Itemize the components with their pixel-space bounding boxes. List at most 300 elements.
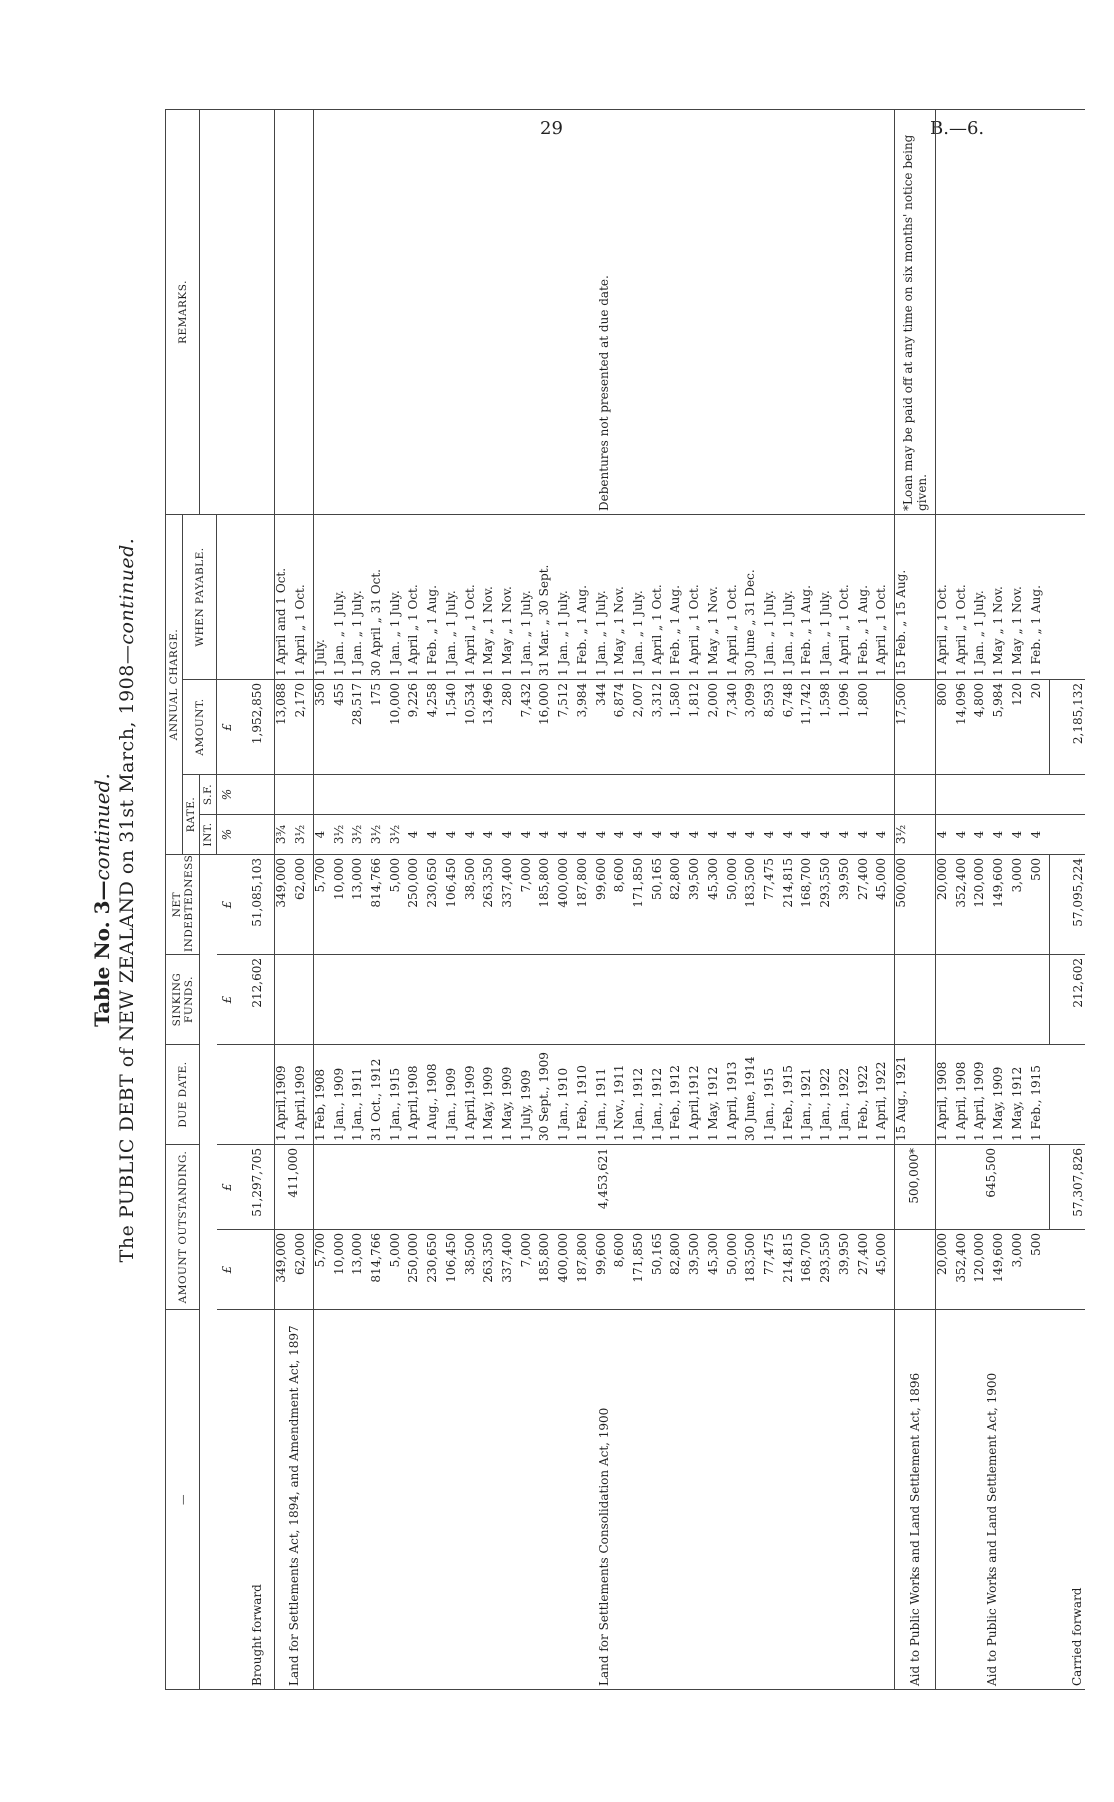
row-net-indebtedness: 7,000	[520, 855, 539, 955]
row-rate-int: 3½	[333, 815, 352, 855]
row-when-payable: 1 April and 1 Oct.	[274, 514, 293, 679]
row-annual-amount: 1,580	[669, 680, 688, 775]
row-amount: 5,700	[313, 1230, 332, 1310]
row-when-payable: 1 April „ 1 Oct.	[464, 514, 483, 679]
row-sinking-funds	[576, 955, 595, 1045]
row-annual-amount: 10,000	[389, 680, 408, 775]
row-amount: 120,000	[973, 1230, 992, 1310]
row-amount: 149,600	[992, 1230, 1011, 1310]
row-rate-int: 4	[992, 815, 1011, 855]
row-rate-int: 4	[426, 815, 445, 855]
row-rate-int: 4	[407, 815, 426, 855]
carried-forward-label: Carried forward	[1049, 1310, 1085, 1690]
row-net-indebtedness: 3,000	[1011, 855, 1030, 955]
row-net-indebtedness: 8,600	[613, 855, 632, 955]
row-rate-int: 3½	[294, 815, 313, 855]
row-due-date: 1 April,1912	[688, 1045, 707, 1145]
row-due-date: 1 April, 1922	[875, 1045, 894, 1145]
row-rate-sf	[464, 775, 483, 815]
row-rate-int: 4	[482, 815, 501, 855]
row-sinking-funds	[857, 955, 876, 1045]
col-when-payable: WHEN PAYABLE.	[183, 514, 217, 679]
public-debt-table	[165, 109, 1085, 1690]
row-rate-int: 4	[464, 815, 483, 855]
row-due-date: 1 July, 1909	[520, 1045, 539, 1145]
row-annual-amount: 6,748	[782, 680, 801, 775]
row-due-date: 1 April,1908	[407, 1045, 426, 1145]
row-due-date: 1 May, 1909	[482, 1045, 501, 1145]
row-sinking-funds	[875, 955, 894, 1045]
table-caption: Table No. 3—continued.	[90, 773, 114, 1027]
row-net-indebtedness: 352,400	[955, 855, 974, 955]
row-rate-int: 4	[1030, 815, 1050, 855]
row-due-date: 1 Feb, 1908	[313, 1045, 332, 1145]
row-annual-amount: 14,096	[955, 680, 974, 775]
row-when-payable: 15 Feb. „ 15 Aug.	[895, 514, 935, 679]
row-when-payable: 31 Mar. „ 30 Sept.	[538, 514, 557, 679]
row-amount: 45,000	[875, 1230, 894, 1310]
row-sinking-funds	[744, 955, 763, 1045]
row-rate-int: 4	[838, 815, 857, 855]
section-subtotal: 500,000*	[895, 1145, 935, 1230]
row-due-date: 1 Jan., 1915	[763, 1045, 782, 1145]
row-rate-sf	[1030, 775, 1050, 815]
units-row: £ £ £ £ % % £	[217, 109, 241, 1689]
row-amount: 352,400	[955, 1230, 974, 1310]
row-due-date: 1 May, 1912	[1011, 1045, 1030, 1145]
table-title: The PUBLIC DEBT of NEW ZEALAND on 31st March, 1908—continued.	[116, 537, 138, 1263]
row-when-payable: 1 April „ 1 Oct.	[651, 514, 670, 679]
section-remarks	[274, 109, 313, 514]
row-sinking-funds	[800, 955, 819, 1045]
row-rate-int: 4	[744, 815, 763, 855]
section-subtotal: 411,000	[274, 1145, 313, 1230]
row-rate-sf	[407, 775, 426, 815]
row-net-indebtedness: 50,000	[726, 855, 745, 955]
row-sinking-funds	[955, 955, 974, 1045]
row-net-indebtedness: 337,400	[501, 855, 520, 955]
carried-forward-row	[1049, 109, 1085, 1689]
row-annual-amount: 2,000	[707, 680, 726, 775]
row-when-payable: 30 June „ 31 Dec.	[744, 514, 763, 679]
row-rate-sf	[973, 775, 992, 815]
row-net-indebtedness: 10,000	[333, 855, 352, 955]
row-rate-int: 4	[313, 815, 332, 855]
row-annual-amount: 13,088	[274, 680, 293, 775]
row-rate-sf	[688, 775, 707, 815]
row-when-payable: 1 Feb. „ 1 Aug.	[857, 514, 876, 679]
row-net-indebtedness: 183,500	[744, 855, 763, 955]
row-rate-sf	[726, 775, 745, 815]
row-due-date: 1 Nov., 1911	[613, 1045, 632, 1145]
row-rate-sf	[351, 775, 370, 815]
row-sinking-funds	[464, 955, 483, 1045]
row-net-indebtedness: 400,000	[557, 855, 576, 955]
row-net-indebtedness: 106,450	[445, 855, 464, 955]
row-due-date: 1 Jan., 1912	[632, 1045, 651, 1145]
row-due-date: 1 Feb., 1922	[857, 1045, 876, 1145]
row-annual-amount: 17,500	[895, 680, 935, 775]
row-rate-sf	[538, 775, 557, 815]
row-rate-sf	[782, 775, 801, 815]
row-due-date: 1 Jan., 1912	[651, 1045, 670, 1145]
row-rate-int: 4	[651, 815, 670, 855]
row-when-payable: 1 May „ 1 Nov.	[992, 514, 1011, 679]
row-amount: 45,300	[707, 1230, 726, 1310]
row-amount: 400,000	[557, 1230, 576, 1310]
row-amount: 106,450	[445, 1230, 464, 1310]
row-due-date: 1 April, 1908	[935, 1045, 954, 1145]
col-rate: RATE.	[183, 775, 200, 855]
row-due-date: 31 Oct., 1912	[370, 1045, 389, 1145]
row-when-payable: 1 Feb. „ 1 Aug.	[800, 514, 819, 679]
row-annual-amount: 2,170	[294, 680, 313, 775]
row-rate-int: 4	[538, 815, 557, 855]
section-description: Land for Settlements Consolidation Act, 1900	[313, 1310, 895, 1690]
row-due-date: 1 Jan., 1915	[389, 1045, 408, 1145]
row-due-date: 1 Jan., 1911	[351, 1045, 370, 1145]
row-when-payable: 1 May „ 1 Nov.	[501, 514, 520, 679]
row-sinking-funds	[407, 955, 426, 1045]
row-annual-amount: 7,512	[557, 680, 576, 775]
row-annual-amount: 16,000	[538, 680, 557, 775]
row-net-indebtedness: 214,815	[782, 855, 801, 955]
row-rate-sf	[294, 775, 313, 815]
brought-forward-label: Brought forward	[241, 1310, 274, 1690]
row-rate-sf	[595, 775, 614, 815]
row-amount: 62,000	[294, 1230, 313, 1310]
col-remarks: REMARKS.	[166, 109, 200, 514]
row-net-indebtedness: 50,165	[651, 855, 670, 955]
row-rate-sf	[935, 775, 954, 815]
row-due-date: 1 Jan., 1910	[557, 1045, 576, 1145]
row-net-indebtedness: 20,000	[935, 855, 954, 955]
row-due-date: 1 Feb., 1910	[576, 1045, 595, 1145]
row-due-date: 1 May, 1909	[992, 1045, 1011, 1145]
row-when-payable: 1 May „ 1 Nov.	[707, 514, 726, 679]
row-when-payable: 1 Feb. „ 1 Aug.	[576, 514, 595, 679]
row-when-payable: 1 Feb. „ 1 Aug.	[1030, 514, 1050, 679]
row-sinking-funds	[819, 955, 838, 1045]
col-sinking-funds: SINKING FUNDS.	[166, 955, 200, 1045]
row-when-payable: 1 April „ 1 Oct.	[688, 514, 707, 679]
row-amount: 5,000	[389, 1230, 408, 1310]
row-rate-sf	[1011, 775, 1030, 815]
row-net-indebtedness: 5,000	[389, 855, 408, 955]
row-when-payable: 1 Jan. „ 1 July.	[351, 514, 370, 679]
row-rate-sf	[857, 775, 876, 815]
row-rate-sf	[613, 775, 632, 815]
row-rate-int: 4	[688, 815, 707, 855]
row-net-indebtedness: 77,475	[763, 855, 782, 955]
col-description: —	[166, 1310, 200, 1690]
row-sinking-funds	[1030, 955, 1050, 1045]
row-annual-amount: 1,800	[857, 680, 876, 775]
row-annual-amount: 344	[595, 680, 614, 775]
row-amount: 500	[1030, 1230, 1050, 1310]
row-annual-amount: 1,096	[838, 680, 857, 775]
row-when-payable: 1 Jan. „ 1 July.	[333, 514, 352, 679]
col-amount: AMOUNT.	[183, 680, 217, 775]
row-net-indebtedness: 293,550	[819, 855, 838, 955]
brought-forward-sinking: 212,602	[241, 955, 274, 1045]
row-rate-int: 3½	[895, 815, 935, 855]
row-amount: 293,550	[819, 1230, 838, 1310]
row-net-indebtedness: 99,600	[595, 855, 614, 955]
row-rate-sf	[800, 775, 819, 815]
row-when-payable: 1 Feb. „ 1 Aug.	[426, 514, 445, 679]
row-when-payable: 1 Jan. „ 1 July.	[445, 514, 464, 679]
section-description: Aid to Public Works and Land Settlement Act, 1896	[895, 1310, 935, 1690]
row-due-date: 1 Jan., 1909	[333, 1045, 352, 1145]
row-rate-int: 4	[595, 815, 614, 855]
row-amount: 183,500	[744, 1230, 763, 1310]
row-net-indebtedness: 38,500	[464, 855, 483, 955]
row-rate-sf	[763, 775, 782, 815]
row-sinking-funds	[895, 955, 935, 1045]
row-amount: 185,800	[538, 1230, 557, 1310]
row-rate-sf	[838, 775, 857, 815]
row-net-indebtedness: 168,700	[800, 855, 819, 955]
row-due-date: 1 May, 1912	[707, 1045, 726, 1145]
row-sinking-funds	[688, 955, 707, 1045]
row-rate-sf	[576, 775, 595, 815]
col-rate-sf: S.F.	[200, 775, 217, 815]
row-net-indebtedness: 149,600	[992, 855, 1011, 955]
section-description: Land for Settlements Act, 1894, and Amendment Act, 1897	[274, 1310, 313, 1690]
row-due-date: 1 April, 1913	[726, 1045, 745, 1145]
row-annual-amount: 1,540	[445, 680, 464, 775]
row-rate-int: 4	[819, 815, 838, 855]
row-amount: 38,500	[464, 1230, 483, 1310]
rotated-table-page	[90, 90, 1110, 1710]
row-annual-amount: 175	[370, 680, 389, 775]
row-sinking-funds	[274, 955, 293, 1045]
row-rate-int: 4	[726, 815, 745, 855]
row-net-indebtedness: 814,766	[370, 855, 389, 955]
table-row	[313, 109, 332, 1689]
row-amount: 337,400	[501, 1230, 520, 1310]
row-rate-sf	[895, 775, 935, 815]
row-when-payable: 1 April „ 1 Oct.	[875, 514, 894, 679]
brought-forward-net: 51,085,103	[241, 855, 274, 955]
row-rate-int: 4	[501, 815, 520, 855]
row-rate-int: 3½	[370, 815, 389, 855]
table-row	[935, 109, 954, 1689]
row-when-payable: 1 Jan. „ 1 July.	[782, 514, 801, 679]
row-when-payable: 1 Jan. „ 1 July.	[520, 514, 539, 679]
row-when-payable: 1 May „ 1 Nov.	[613, 514, 632, 679]
row-rate-int: 4	[669, 815, 688, 855]
row-amount: 230,650	[426, 1230, 445, 1310]
row-due-date: 1 Feb., 1912	[669, 1045, 688, 1145]
row-when-payable: 1 May „ 1 Nov.	[1011, 514, 1030, 679]
table-body	[217, 109, 1050, 1689]
row-annual-amount: 3,099	[744, 680, 763, 775]
row-rate-int: 4	[445, 815, 464, 855]
col-rate-int: INT.	[200, 815, 217, 855]
row-amount: 10,000	[333, 1230, 352, 1310]
row-net-indebtedness: 263,350	[482, 855, 501, 955]
row-sinking-funds	[595, 955, 614, 1045]
row-rate-sf	[445, 775, 464, 815]
carried-forward-total: 57,307,826	[1049, 1145, 1085, 1230]
row-amount: 349,000	[274, 1230, 293, 1310]
row-rate-int: 4	[973, 815, 992, 855]
row-due-date: 1 Jan., 1911	[595, 1045, 614, 1145]
row-sinking-funds	[520, 955, 539, 1045]
brought-forward-total: 51,297,705	[241, 1145, 274, 1230]
row-due-date: 1 April, 1909	[973, 1045, 992, 1145]
col-amount-outstanding: AMOUNT OUTSTANDING.	[166, 1145, 200, 1310]
row-annual-amount: 2,007	[632, 680, 651, 775]
row-due-date: 15 Aug., 1921	[895, 1045, 935, 1145]
row-due-date: 1 Aug., 1908	[426, 1045, 445, 1145]
row-sinking-funds	[501, 955, 520, 1045]
row-amount: 187,800	[576, 1230, 595, 1310]
row-due-date: 1 April,1909	[294, 1045, 313, 1145]
section-subtotal: 645,500	[935, 1145, 1049, 1230]
row-rate-sf	[955, 775, 974, 815]
row-rate-sf	[482, 775, 501, 815]
row-sinking-funds	[426, 955, 445, 1045]
row-rate-sf	[426, 775, 445, 815]
row-when-payable: 1 Jan. „ 1 July.	[557, 514, 576, 679]
row-annual-amount: 7,340	[726, 680, 745, 775]
row-rate-int: 3½	[389, 815, 408, 855]
row-annual-amount: 3,984	[576, 680, 595, 775]
brought-forward-row	[241, 109, 274, 1689]
row-when-payable: 1 April „ 1 Oct.	[838, 514, 857, 679]
row-sinking-funds	[613, 955, 632, 1045]
row-net-indebtedness: 45,300	[707, 855, 726, 955]
carried-forward-sinking: 212,602	[1049, 955, 1085, 1045]
row-rate-int: 4	[935, 815, 954, 855]
row-when-payable: 1 Jan. „ 1 July.	[763, 514, 782, 679]
row-amount: 8,600	[613, 1230, 632, 1310]
row-amount: 7,000	[520, 1230, 539, 1310]
row-when-payable: 1 April „ 1 Oct.	[955, 514, 974, 679]
row-sinking-funds	[313, 955, 332, 1045]
row-rate-int: 4	[557, 815, 576, 855]
row-rate-sf	[744, 775, 763, 815]
row-sinking-funds	[838, 955, 857, 1045]
row-net-indebtedness: 27,400	[857, 855, 876, 955]
row-annual-amount: 455	[333, 680, 352, 775]
row-rate-int: 4	[707, 815, 726, 855]
row-net-indebtedness: 5,700	[313, 855, 332, 955]
row-rate-sf	[669, 775, 688, 815]
section-description: Aid to Public Works and Land Settlement Act, 1900	[935, 1310, 1049, 1690]
row-net-indebtedness: 500,000	[895, 855, 935, 955]
row-rate-sf	[875, 775, 894, 815]
row-due-date: 1 Feb., 1915	[782, 1045, 801, 1145]
row-amount: 20,000	[935, 1230, 954, 1310]
row-rate-sf	[313, 775, 332, 815]
row-rate-int: 4	[632, 815, 651, 855]
row-rate-sf	[274, 775, 293, 815]
row-sinking-funds	[707, 955, 726, 1045]
row-when-payable: 1 April „ 1 Oct.	[935, 514, 954, 679]
row-net-indebtedness: 250,000	[407, 855, 426, 955]
col-annual-charge: ANNUAL CHARGE.	[166, 514, 183, 854]
row-due-date: 30 June, 1914	[744, 1045, 763, 1145]
row-rate-sf	[501, 775, 520, 815]
row-net-indebtedness: 120,000	[973, 855, 992, 955]
row-net-indebtedness: 500	[1030, 855, 1050, 955]
row-sinking-funds	[935, 955, 954, 1045]
row-rate-int: 4	[576, 815, 595, 855]
report-code: B.—6.	[930, 118, 985, 139]
row-annual-amount: 28,517	[351, 680, 370, 775]
row-amount: 250,000	[407, 1230, 426, 1310]
section-remarks	[935, 109, 1049, 514]
row-rate-int: 4	[763, 815, 782, 855]
row-net-indebtedness: 187,800	[576, 855, 595, 955]
row-sinking-funds	[351, 955, 370, 1045]
row-rate-int: 4	[1011, 815, 1030, 855]
row-annual-amount: 6,874	[613, 680, 632, 775]
row-due-date: 1 Jan., 1921	[800, 1045, 819, 1145]
row-rate-sf	[632, 775, 651, 815]
page-number: 29	[540, 118, 563, 139]
row-rate-sf	[333, 775, 352, 815]
row-rate-sf	[370, 775, 389, 815]
row-annual-amount: 350	[313, 680, 332, 775]
row-net-indebtedness: 185,800	[538, 855, 557, 955]
row-sinking-funds	[370, 955, 389, 1045]
row-when-payable: 1 July.	[313, 514, 332, 679]
row-sinking-funds	[669, 955, 688, 1045]
row-due-date: 1 Jan., 1922	[819, 1045, 838, 1145]
row-net-indebtedness: 13,000	[351, 855, 370, 955]
row-annual-amount: 13,496	[482, 680, 501, 775]
row-annual-amount: 8,593	[763, 680, 782, 775]
row-amount	[895, 1230, 935, 1310]
row-sinking-funds	[1011, 955, 1030, 1045]
row-when-payable: 1 Jan. „ 1 July.	[389, 514, 408, 679]
row-rate-int: 4	[857, 815, 876, 855]
row-when-payable: 1 Jan. „ 1 July.	[973, 514, 992, 679]
row-amount: 77,475	[763, 1230, 782, 1310]
row-annual-amount: 5,984	[992, 680, 1011, 775]
row-annual-amount: 4,800	[973, 680, 992, 775]
row-amount: 214,815	[782, 1230, 801, 1310]
row-when-payable: 1 Jan. „ 1 July.	[632, 514, 651, 679]
row-amount: 814,766	[370, 1230, 389, 1310]
row-rate-sf	[389, 775, 408, 815]
row-amount: 50,000	[726, 1230, 745, 1310]
row-when-payable: 1 April „ 1 Oct.	[294, 514, 313, 679]
row-amount: 171,850	[632, 1230, 651, 1310]
row-amount: 168,700	[800, 1230, 819, 1310]
row-sinking-funds	[992, 955, 1011, 1045]
row-sinking-funds	[782, 955, 801, 1045]
row-annual-amount: 1,812	[688, 680, 707, 775]
row-when-payable: 1 Feb. „ 1 Aug.	[669, 514, 688, 679]
row-rate-int: 4	[875, 815, 894, 855]
row-rate-int: 4	[613, 815, 632, 855]
row-when-payable: 1 Jan. „ 1 July.	[819, 514, 838, 679]
row-annual-amount: 7,432	[520, 680, 539, 775]
row-when-payable: 1 Jan. „ 1 July.	[595, 514, 614, 679]
row-sinking-funds	[632, 955, 651, 1045]
row-due-date: 1 Feb., 1915	[1030, 1045, 1050, 1145]
row-annual-amount: 20	[1030, 680, 1050, 775]
row-rate-int: 4	[800, 815, 819, 855]
row-rate-sf	[707, 775, 726, 815]
table-row	[895, 109, 935, 1689]
